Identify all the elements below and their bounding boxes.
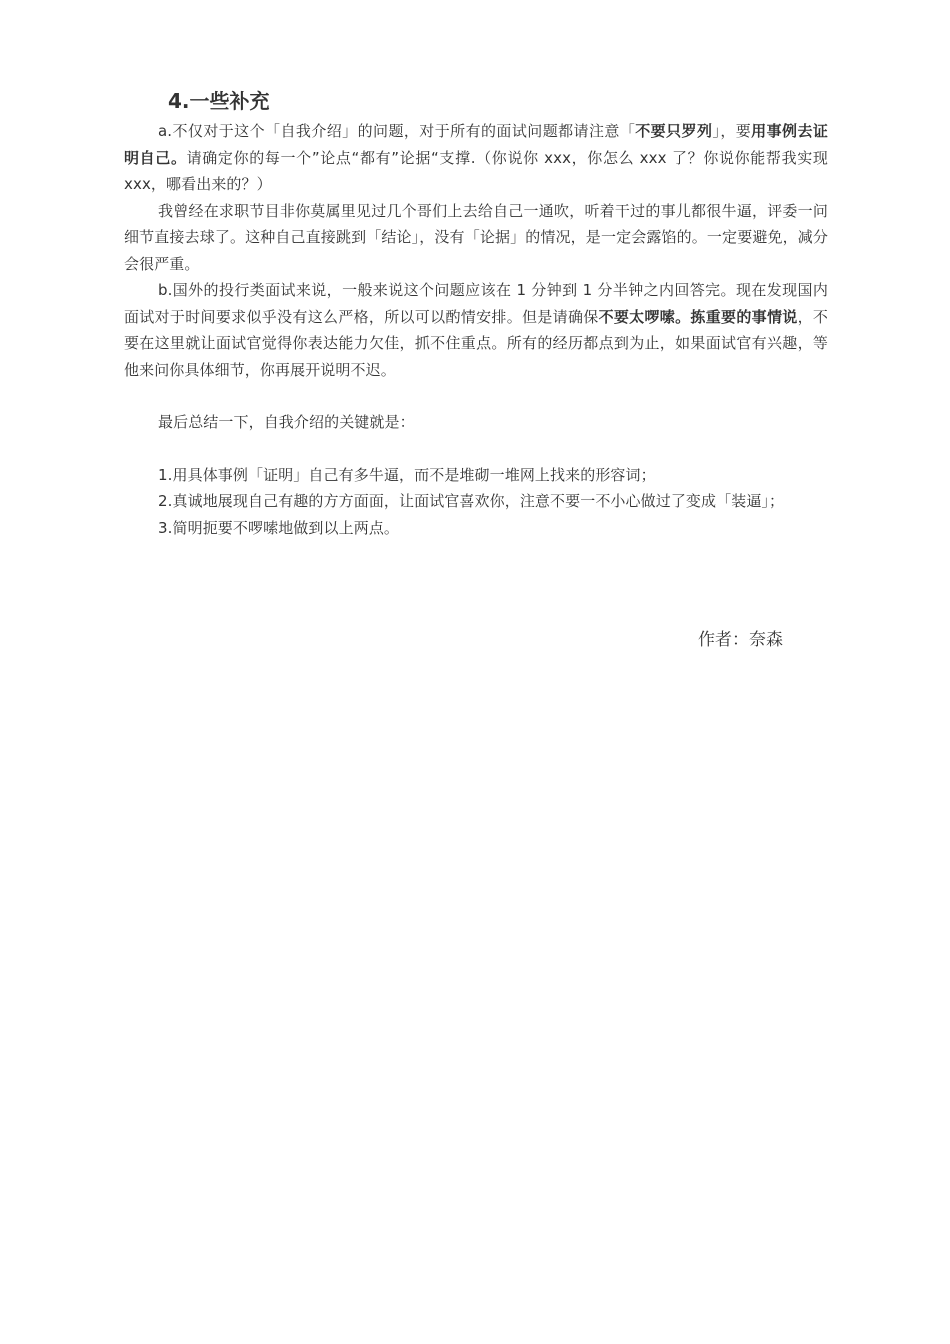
paragraph-spacer bbox=[124, 383, 828, 409]
section-heading: 4.一些补充 bbox=[168, 89, 270, 113]
summary-point-2: 2.真诚地展现自己有趣的方方面面，让面试官喜欢你，注意不要一不小心做过了变成「装逼」； bbox=[158, 492, 785, 510]
summary-point-3: 3.简明扼要不啰嗦地做到以上两点。 bbox=[158, 518, 400, 537]
paragraph-a-bold-1: 不要只罗列 bbox=[635, 122, 713, 140]
paragraph-a-text-2: 」，要 bbox=[712, 122, 752, 140]
paragraph-b-bold-1: 不要太啰嗦。拣重要的事情说 bbox=[598, 307, 798, 326]
summary-point-1: 1.用具体事例「证明」自己有多牛逼，而不是堆砌一堆网上找来的形容词； bbox=[158, 465, 656, 484]
paragraph-story: 我曾经在求职节目非你莫属里见过几个哥们上去给自己一通吹，听着干过的事儿都很牛逼，评委一问细节直接去球了。这种自己直接跳到「结论」，没有「论据」的情况，是一定会露馅的。一定要避免，减分会很严重。 bbox=[124, 201, 828, 273]
paragraph-b-text-1: b.国外的投行类面试来说，一般来说这个问题应该在 1 分钟到 1 分半钟之内回答完。现在发现国内面试对于时间要求似乎没有这么严格，所以可以酌情安排。但是请确保 bbox=[124, 281, 828, 326]
author-signature: 作者：奈森 bbox=[698, 630, 783, 650]
paragraph-a-text-3: 请确定你的每一个”论点“都有”论据“支撑.（你说你 xxx，你怎么 xxx 了？你说你能帮我实现 xxx，哪看出来的？） bbox=[124, 148, 828, 193]
paragraph-spacer bbox=[124, 436, 828, 462]
paragraph-b-text-2: ，不要在这里就让面试官觉得你表达能力欠佳，抓不住重点。所有的经历都点到为止，如果面试官有兴趣，等他来问你具体细节，你再展开说明不迟。 bbox=[124, 307, 828, 379]
paragraph-a bbox=[124, 118, 828, 198]
summary-intro: 最后总结一下，自我介绍的关键就是： bbox=[158, 413, 415, 431]
document-body bbox=[124, 118, 828, 541]
paragraph-a-text-1: a.不仅对于这个「自我介绍」的问题，对于所有的面试问题都请注意「 bbox=[158, 122, 636, 140]
paragraph-b bbox=[124, 277, 828, 383]
paragraph-a-bold-2: 用事例去证明自己。 bbox=[124, 122, 828, 167]
